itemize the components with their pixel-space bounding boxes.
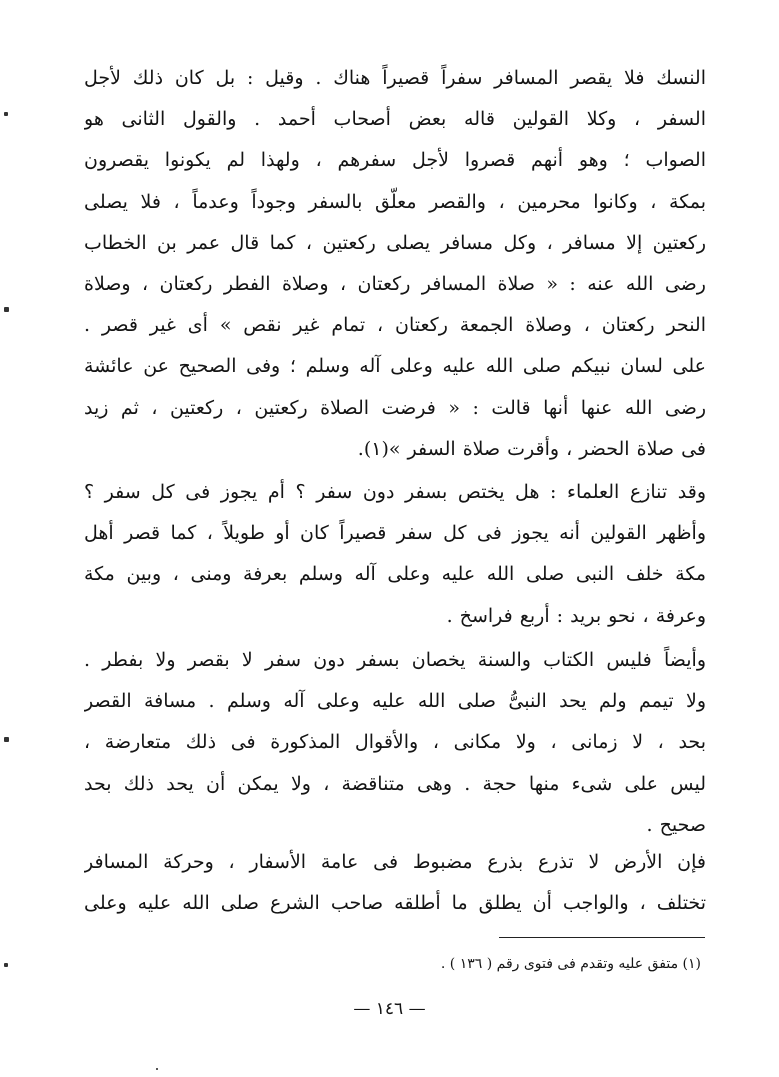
text-line: بحد ، لا زمانى ، ولا مكانى ، والأقوال المذكورة فى ذلك متعارضة ، (84, 731, 706, 754)
scan-margin-mark (4, 307, 9, 312)
paragraph-2 (84, 472, 706, 637)
text-line: مكة خلف النبى صلى الله عليه وعلى آله وسلم بعرفة ومنى ، وبين مكة (84, 563, 706, 586)
text-line: وأيضاً فليس الكتاب والسنة يخصان بسفر دون سفر لا بقصر ولا بفطر . (84, 649, 706, 671)
text-line: النحر ركعتان ، وصلاة الجمعة ركعتان ، تمام غير نقص » أى غير قصر . (84, 314, 706, 337)
text-line: على لسان نبيكم صلى الله عليه وعلى آله وسلم ؛ وفى الصحيح عن عائشة (84, 355, 706, 378)
paragraph-1 (84, 58, 706, 470)
text-line: فى صلاة الحضر ، وأقرت صلاة السفر »(١). (357, 437, 706, 460)
scan-margin-mark (4, 737, 9, 742)
text-line: ركعتين إلا مسافر ، وكل مسافر يصلى ركعتين ، كما قال عمر بن الخطاب (84, 231, 706, 254)
text-line: وأظهر القولين أنه يجوز فى كل سفر قصيراً كان أو طويلاً ، كما قصر أهل (84, 522, 706, 545)
text-line: ولا تيمم ولم يحد النبىُّ صلى الله عليه وعلى آله وسلم . مسافة القصر (84, 690, 706, 713)
text-line: رضى الله عنه : « صلاة المسافر ركعتان ، وصلاة الفطر ركعتان ، وصلاة (84, 273, 706, 296)
text-line: تختلف ، والواجب أن يطلق ما أطلقه صاحب الشرع صلى الله عليه وعلى (84, 892, 706, 915)
text-line: النسك فلا يقصر المسافر سفراً قصيراً هناك . وقيل : بل كان ذلك لأجل (84, 67, 706, 89)
text-line: بمكة ، وكانوا محرمين ، والقصر معلّق بالسفر وجوداً وعدماً ، فلا يصلى (84, 190, 706, 213)
text-line: فإن الأرض لا تذرع بذرع مضبوط فى عامة الأسفار ، وحركة المسافر (84, 851, 706, 873)
text-line: رضى الله عنها أنها قالت : « فرضت الصلاة ركعتين ، ركعتين ، ثم زيد (84, 396, 706, 419)
text-line: الصواب ؛ وهو أنهم قصروا لأجل سفرهم ، ولهذا لم يكونوا يقصرون (84, 149, 706, 172)
footnote-divider (499, 937, 705, 938)
paragraph-3 (84, 640, 706, 846)
text-line: وعرفة ، نحو بريد : أربع فراسخ . (446, 604, 706, 627)
footnote: (١) متفق عليه وتقدم فى فتوى رقم ( ١٣٦ ) . (440, 956, 701, 972)
text-line: ليس على شىء منها حجة . وهى متناقضة ، ولا يمكن أن يحد ذلك بحد (84, 772, 706, 795)
page-number: — ١٤٦ — (353, 999, 426, 1019)
text-line: وقد تنازع العلماء : هل يختص بسفر دون سفر ؟ أم يجوز فى كل سفر ؟ (84, 481, 706, 503)
scan-margin-mark (4, 112, 8, 116)
scan-speck (156, 1068, 158, 1070)
paragraph-4 (84, 842, 706, 924)
scan-margin-mark (4, 963, 8, 967)
text-line: صحيح . (646, 813, 706, 836)
text-line: السفر ، وكلا القولين قاله بعض أصحاب أحمد . والقول الثانى هو (84, 108, 706, 131)
